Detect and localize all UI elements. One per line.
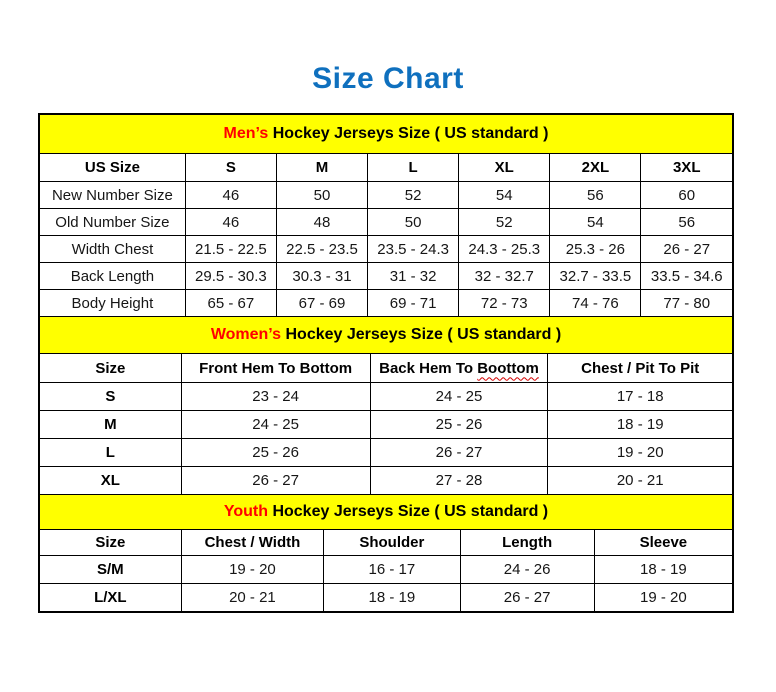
womens-section-header (40, 317, 732, 354)
size-value: 25 - 26 (370, 411, 548, 439)
table-row (40, 236, 732, 263)
size-value: 23.5 - 24.3 (368, 236, 459, 263)
row-label: Back Length (40, 263, 185, 290)
table-row (40, 556, 732, 584)
table-row (40, 263, 732, 290)
size-value: 56 (641, 209, 732, 236)
size-value: 18 - 19 (548, 411, 732, 439)
size-value: 52 (368, 182, 459, 209)
column-header-text: Back Hem To (379, 359, 474, 377)
size-value: 21.5 - 22.5 (185, 236, 276, 263)
row-label: L (40, 439, 181, 467)
size-value: 50 (368, 209, 459, 236)
size-value: 32.7 - 33.5 (550, 263, 641, 290)
size-value: 26 - 27 (181, 467, 370, 495)
size-value: 23 - 24 (181, 383, 370, 411)
size-value: 48 (276, 209, 367, 236)
column-header: 3XL (641, 154, 732, 182)
youth-size-table (40, 530, 732, 611)
row-label: M (40, 411, 181, 439)
youth-header-row (40, 530, 732, 556)
size-value: 54 (550, 209, 641, 236)
column-header: L (368, 154, 459, 182)
womens-size-table (40, 354, 732, 495)
mens-size-table (40, 154, 732, 317)
size-value: 29.5 - 30.3 (185, 263, 276, 290)
size-value: 60 (641, 182, 732, 209)
size-value: 25 - 26 (181, 439, 370, 467)
column-header: Shoulder (324, 530, 460, 556)
size-value: 31 - 32 (368, 263, 459, 290)
mens-section-header (40, 115, 732, 154)
table-row (40, 209, 732, 236)
column-header: Sleeve (594, 530, 732, 556)
size-value: 52 (459, 209, 550, 236)
row-label: Old Number Size (40, 209, 185, 236)
youth-section-header (40, 495, 732, 530)
row-label: XL (40, 467, 181, 495)
size-value: 19 - 20 (594, 584, 732, 612)
size-value: 69 - 71 (368, 290, 459, 317)
column-header (370, 354, 548, 383)
mens-header-row (40, 154, 732, 182)
womens-section-subtitle: Hockey Jerseys Size ( US standard ) (285, 326, 562, 343)
size-value: 72 - 73 (459, 290, 550, 317)
column-header: Front Hem To Bottom (181, 354, 370, 383)
mens-section-subtitle: Hockey Jerseys Size ( US standard ) (272, 125, 549, 142)
row-label: L/XL (40, 584, 181, 612)
size-value: 20 - 21 (548, 467, 732, 495)
size-value: 26 - 27 (460, 584, 594, 612)
table-row (40, 290, 732, 317)
column-header: Size (40, 530, 181, 556)
size-value: 18 - 19 (324, 584, 460, 612)
size-value: 46 (185, 209, 276, 236)
table-row (40, 439, 732, 467)
row-label: New Number Size (40, 182, 185, 209)
womens-header-row (40, 354, 732, 383)
row-label: S (40, 383, 181, 411)
size-value: 25.3 - 26 (550, 236, 641, 263)
size-value: 67 - 69 (276, 290, 367, 317)
size-value: 18 - 19 (594, 556, 732, 584)
youth-section-label: Youth (223, 503, 268, 520)
size-value: 74 - 76 (550, 290, 641, 317)
column-header: M (276, 154, 367, 182)
size-value: 27 - 28 (370, 467, 548, 495)
row-label: Body Height (40, 290, 185, 317)
mens-section-label: Men’s (223, 125, 269, 142)
womens-section-label: Women’s (210, 326, 282, 343)
size-value: 56 (550, 182, 641, 209)
table-row (40, 584, 732, 612)
column-header: S (185, 154, 276, 182)
column-header: Chest / Width (181, 530, 324, 556)
size-value: 33.5 - 34.6 (641, 263, 732, 290)
column-header: Length (460, 530, 594, 556)
table-row (40, 383, 732, 411)
youth-section-subtitle: Hockey Jerseys Size ( US standard ) (272, 503, 549, 520)
page-title: Size Chart (312, 62, 464, 95)
size-value: 50 (276, 182, 367, 209)
column-header: Chest / Pit To Pit (548, 354, 732, 383)
size-value: 24 - 26 (460, 556, 594, 584)
column-header: XL (459, 154, 550, 182)
size-value: 65 - 67 (185, 290, 276, 317)
row-label: S/M (40, 556, 181, 584)
size-value: 19 - 20 (548, 439, 732, 467)
size-value: 24.3 - 25.3 (459, 236, 550, 263)
size-chart-table (38, 113, 734, 613)
size-value: 26 - 27 (641, 236, 732, 263)
size-value: 77 - 80 (641, 290, 732, 317)
table-row (40, 182, 732, 209)
size-value: 54 (459, 182, 550, 209)
size-value: 20 - 21 (181, 584, 324, 612)
row-label: Width Chest (40, 236, 185, 263)
size-value: 19 - 20 (181, 556, 324, 584)
size-value: 24 - 25 (181, 411, 370, 439)
size-value: 24 - 25 (370, 383, 548, 411)
column-header: 2XL (550, 154, 641, 182)
size-value: 46 (185, 182, 276, 209)
size-value: 30.3 - 31 (276, 263, 367, 290)
size-value: 16 - 17 (324, 556, 460, 584)
table-row (40, 411, 732, 439)
table-row (40, 467, 732, 495)
size-value: 22.5 - 23.5 (276, 236, 367, 263)
column-header: US Size (40, 154, 185, 182)
size-value: 26 - 27 (370, 439, 548, 467)
column-header: Size (40, 354, 181, 383)
misspelled-word: Boottom (477, 359, 539, 377)
size-value: 32 - 32.7 (459, 263, 550, 290)
size-value: 17 - 18 (548, 383, 732, 411)
